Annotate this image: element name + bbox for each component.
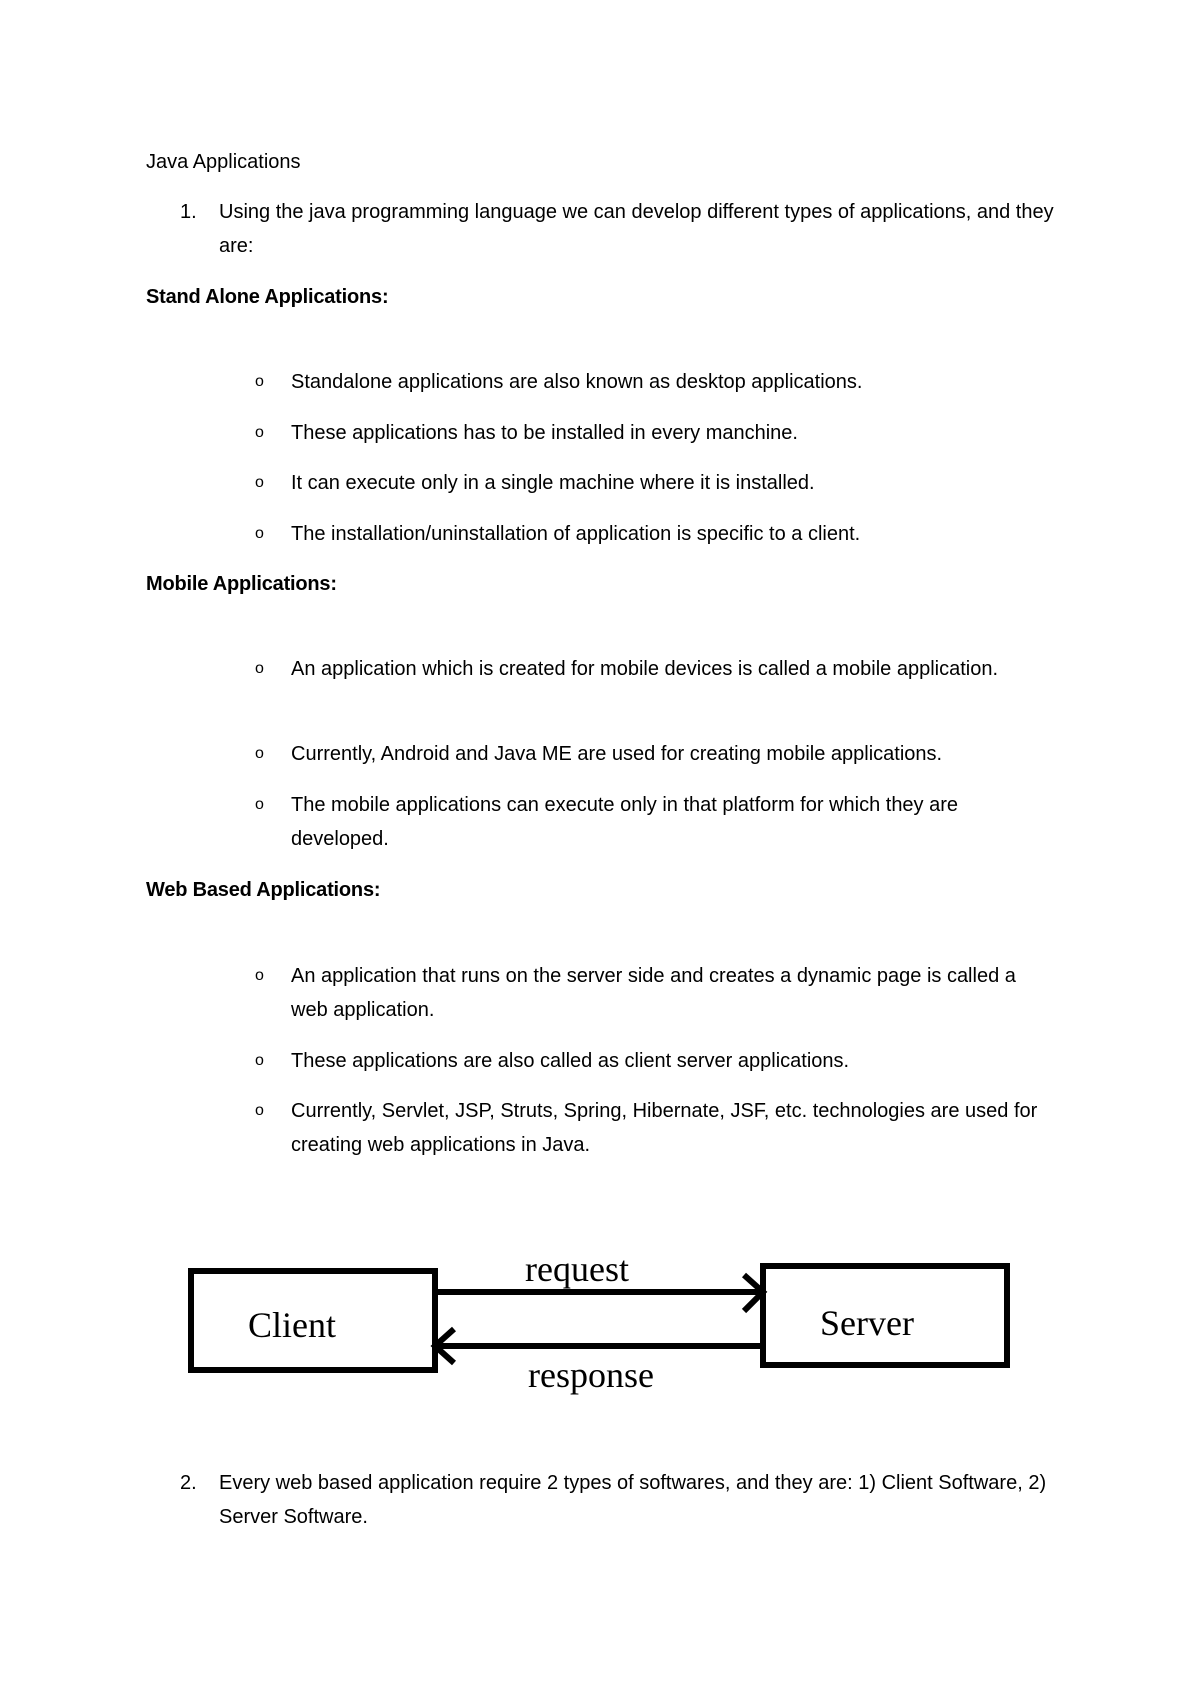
bullet-marker: o — [255, 1052, 264, 1069]
list-item — [255, 652, 1055, 686]
bullet-marker: o — [255, 796, 264, 813]
request-label: request — [525, 1250, 629, 1289]
list-item-text: These applications has to be installed in every manchine. — [291, 422, 798, 444]
list-item-text: The installation/uninstallation of application is specific to a client. — [291, 523, 861, 545]
client-server-diagram — [186, 1250, 1016, 1400]
list-item-text: Currently, Android and Java ME are used for creating mobile applications. — [291, 743, 943, 765]
bullet-marker: o — [255, 660, 264, 677]
list-item — [255, 1094, 1055, 1162]
list-item-text: An application that runs on the server side and creates a dynamic page is called a web application. — [291, 965, 1016, 1021]
list-item — [255, 416, 1055, 450]
list-item — [255, 1044, 1055, 1078]
client-label: Client — [248, 1305, 336, 1345]
list-item — [255, 788, 1055, 856]
list-item — [255, 959, 1055, 1027]
list-item-text: These applications are also called as client server applications. — [291, 1050, 850, 1072]
response-label: response — [528, 1355, 654, 1395]
list-item — [255, 517, 1055, 551]
bullet-marker: o — [255, 474, 264, 491]
bullet-marker: o — [255, 1102, 264, 1119]
item-text: Using the java programming language we can develop different types of applications, and they are: — [219, 201, 1054, 257]
server-label: Server — [820, 1303, 914, 1343]
bullet-marker: o — [255, 525, 264, 542]
list-item-text: The mobile applications can execute only in that platform for which they are developed. — [291, 794, 959, 850]
list-item — [255, 737, 1055, 771]
item-number: 1. — [180, 201, 197, 223]
section-heading-web: Web Based Applications: — [146, 879, 381, 901]
list-item — [255, 466, 1055, 500]
bullet-marker: o — [255, 424, 264, 441]
list-item-text: It can execute only in a single machine where it is installed. — [291, 472, 815, 494]
list-item-text: Currently, Servlet, JSP, Struts, Spring, Hibernate, JSF, etc. technologies are used for creating web applications in Java. — [291, 1100, 1038, 1156]
bullet-marker: o — [255, 967, 264, 984]
item-text: Every web based application require 2 types of softwares, and they are: 1) Client Software, 2) Server Software. — [219, 1472, 1047, 1528]
list-item-text: Standalone applications are also known as desktop applications. — [291, 371, 863, 393]
item-number: 2. — [180, 1472, 197, 1494]
numbered-item-1 — [180, 195, 1080, 263]
section-heading-standalone: Stand Alone Applications: — [146, 286, 389, 308]
section-heading-mobile: Mobile Applications: — [146, 573, 337, 595]
bullet-marker: o — [255, 745, 264, 762]
list-item-text: An application which is created for mobile devices is called a mobile application. — [291, 658, 999, 680]
bullet-marker: o — [255, 373, 264, 390]
numbered-item-2 — [180, 1466, 1080, 1534]
document-title: Java Applications — [146, 151, 301, 173]
list-item — [255, 365, 1055, 399]
